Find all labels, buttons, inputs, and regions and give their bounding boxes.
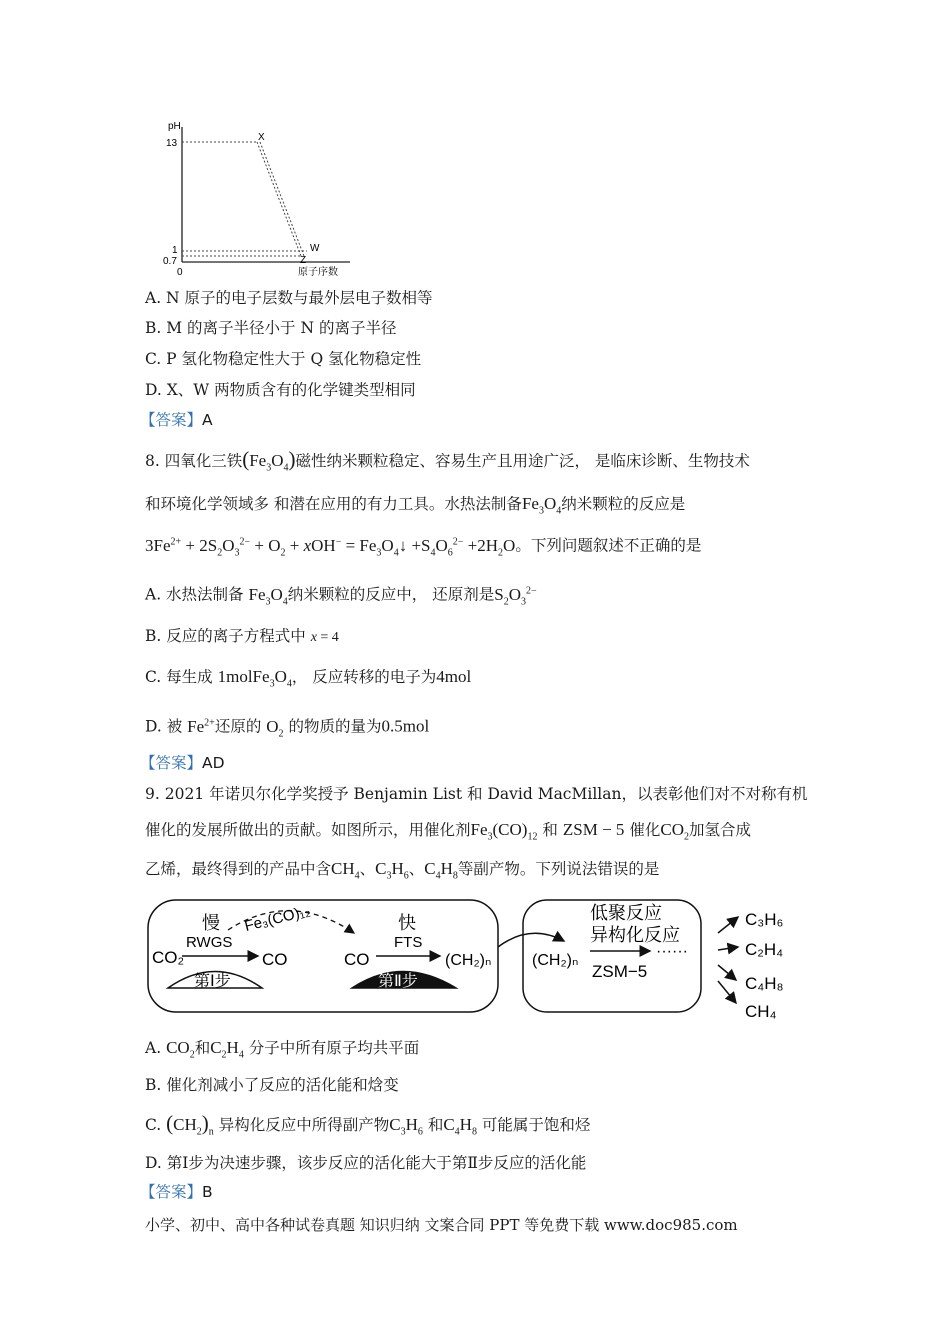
zsm-label: ZSM−5 — [592, 962, 648, 981]
q8-line-1: 8. 四氧化三铁$(Fe_3O_4)$磁性纳米颗粒稳定、容易生产且用途广泛， 是临床诊断、生物技术 — [145, 447, 750, 474]
ph-tick-07: 0.7 — [163, 256, 177, 267]
oligomerization-label: 低聚反应 — [590, 903, 662, 923]
catalyst-label: Fe₃(CO)₁₂ — [242, 902, 312, 936]
step2-label: 第Ⅱ步 — [378, 973, 418, 990]
q9-line-3: 乙烯，最终得到的产品中含$CH_4$、$C_3H_6$、$C_4H_8$等副产物。下列说法错误的是 — [145, 859, 660, 882]
ph-tick-1: 1 — [172, 245, 178, 256]
answer-value: AD — [202, 754, 225, 772]
q9-option-c: C. $(CH_2)_n$ 异构化反应中所得副产物$C_3H_6$ 和$C_4H_8$ 可能属于饱和烃 — [145, 1111, 591, 1138]
q8-option-a: A. 水热法制备 $Fe_3O_4$纳米颗粒的反应中， 还原剂是$S_2O_3^{2-}$ — [145, 584, 537, 608]
q7-option-a: A. N 原子的电子层数与最外层电子数相等 — [145, 289, 433, 307]
ph-chart — [150, 115, 360, 280]
x-axis-label: 原子序数 — [298, 267, 338, 278]
co-b-label: CO — [344, 950, 370, 969]
ch2n-label: (CH₂)ₙ — [445, 952, 492, 969]
isomerization-label: 异构化反应 — [590, 925, 680, 945]
q9-option-b: B. 催化剂减小了反应的活化能和焓变 — [145, 1076, 399, 1094]
answer-label: 【答案】 — [140, 754, 203, 772]
fts-label: FTS — [394, 934, 423, 951]
q9-answer — [140, 1182, 213, 1202]
q7-option-b: B. M 的离子半径小于 N 的离子半径 — [145, 319, 397, 337]
q7-option-d: D. X、W 两物质含有的化学键类型相同 — [145, 381, 416, 399]
q8-equation-line: $3Fe^{2+} + 2S_2O_3^{2-} + O_2 + xOH^-$ = $Fe_3O_4↓ +S_4O_6^{2-} +2H_2O$。下列问题叙述不正确的是 — [145, 535, 702, 559]
q8-answer — [140, 753, 225, 773]
slow-label: 慢 — [202, 913, 220, 933]
q8-option-d: D. 被 $Fe^{2+}$还原的 $O_2$ 的物质的量为0.5mol — [145, 716, 430, 740]
answer-value: A — [202, 411, 213, 429]
fast-label: 快 — [398, 913, 416, 933]
q9-reaction-diagram — [140, 895, 800, 1030]
product-c2h4: C₂H₄ — [745, 940, 784, 959]
answer-label: 【答案】 — [140, 1183, 203, 1201]
q8-equation: $3Fe^{2+} + 2S_2O_3^{2-} + O_2 + xOH^-$ = $Fe_3O_4↓ +S_4O_6^{2-} +2H_2O$ — [145, 535, 516, 559]
point-label-x: X — [258, 132, 265, 143]
q9-option-a: A. $CO_2$和$C_2H_4$ 分子中所有原子均共平面 — [145, 1038, 420, 1061]
q8-line-2: 和环境化学领域多 和潜在应用的有力工具。水热法制备$Fe_3O_4$纳米颗粒的反应是 — [145, 494, 686, 517]
q7-option-c: C. P 氢化物稳定性大于 Q 氢化物稳定性 — [145, 350, 422, 368]
q8-option-c: C. 每生成 $1molFe_3O_4$， 反应转移的电子为4mol — [145, 667, 472, 690]
co-label: CO — [262, 950, 288, 969]
answer-value: B — [202, 1183, 213, 1201]
q8-option-b: B. 反应的离子方程式中 x = 4 — [145, 627, 339, 645]
page-footer: 小学、初中、高中各种试卷真题 知识归纳 文案合同 PPT 等免费下载 www.doc985.com — [145, 1216, 738, 1234]
dots-label: ······ — [656, 943, 688, 960]
product-c4h8: C₄H₈ — [745, 974, 784, 993]
point-label-w: W — [310, 243, 320, 254]
q9-option-d: D. 第Ⅰ步为决速步骤，该步反应的活化能大于第Ⅱ步反应的活化能 — [145, 1154, 587, 1172]
ch2n-b-label: (CH₂)ₙ — [532, 952, 579, 969]
answer-label: 【答案】 — [140, 411, 203, 429]
step1-label: 第Ⅰ步 — [194, 973, 231, 990]
rwgs-label: RWGS — [186, 934, 233, 951]
co2-label: CO₂ — [152, 948, 185, 967]
product-c3h6: C₃H₆ — [745, 910, 784, 929]
ph-origin: 0 — [177, 267, 183, 278]
ph-axis-label: pH — [168, 121, 181, 132]
q9-line-1: 9. 2021 年诺贝尔化学奖授予 Benjamin List 和 David MacMillan，以表彰他们对不对称有机 — [145, 785, 808, 803]
q7-answer — [140, 410, 213, 430]
point-label-z: Z — [300, 255, 307, 266]
product-ch4: CH₄ — [745, 1002, 777, 1021]
q9-line-2: 催化的发展所做出的贡献。如图所示，用催化剂$Fe_3(CO)_{12}$ 和 ZSM − 5 催化$CO_2$加氢合成 — [145, 820, 751, 843]
ph-tick-13: 13 — [166, 138, 178, 149]
